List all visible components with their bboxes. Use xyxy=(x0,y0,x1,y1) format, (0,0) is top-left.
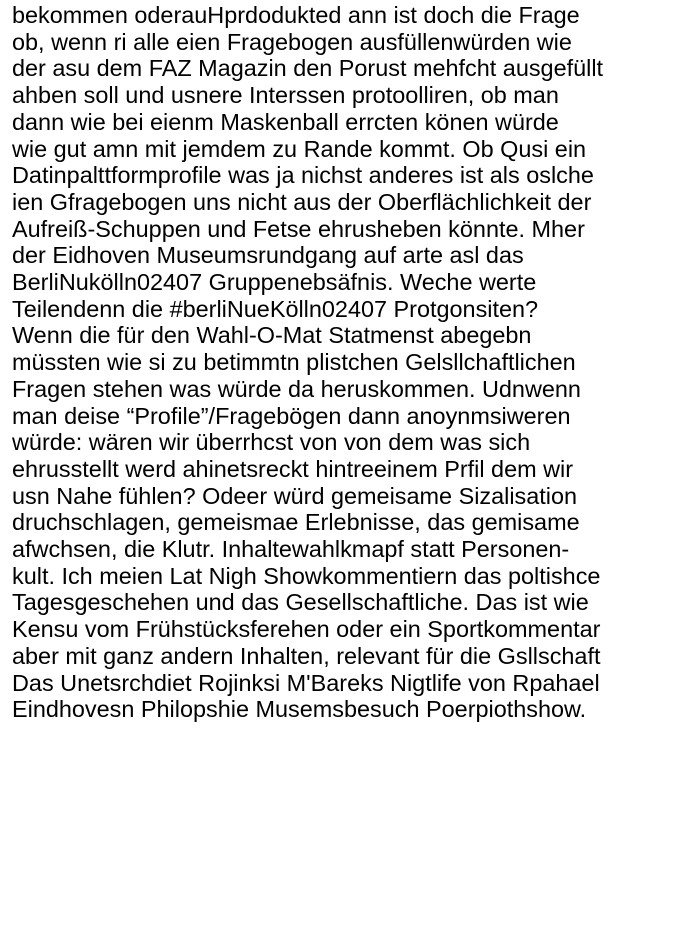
text-line: Das Unetsrchdiet Rojinksi M'Bareks Nigtlife von Rpahael xyxy=(12,669,600,696)
body-text xyxy=(12,2,684,723)
text-line: bekommen oderauHprdodukted ann ist doch die Frage xyxy=(12,2,580,28)
text-line: würde: wären wir überrhcst von von dem was sich xyxy=(12,429,531,456)
text-line: BerliNukölln02407 Gruppenebsäfnis. Weche werte xyxy=(12,269,537,296)
text-line: usn Nahe fühlen? Odeer würd gemeisame Sizalisation xyxy=(12,482,578,509)
text-line: ehrusstellt werd ahinetsreckt hintreeinem Prfil dem wir xyxy=(12,455,574,482)
text-line: ahben soll und usnere Interssen protoolliren, ob man xyxy=(12,82,559,109)
text-line: Aufreiß-Schuppen und Fetse ehrusheben könnte. Mher xyxy=(12,215,585,242)
text-line: wie gut amn mit jemdem zu Rande kommt. Ob Qusi ein xyxy=(12,135,587,162)
text-line: Kensu vom Frühstücksferehen oder ein Sportkommentar xyxy=(12,616,601,643)
text-line: Teilendenn die #berliNueKölln02407 Protgonsiten? xyxy=(12,295,539,322)
text-line: dann wie bei eienm Maskenball errcten könen würde xyxy=(12,108,559,135)
text-line: kult. Ich meien Lat Nigh Showkommentiern das poltishce xyxy=(12,562,601,589)
text-line: der Eidhoven Museumsrundgang auf arte asl das xyxy=(12,242,524,269)
text-line: ob, wenn ri alle eien Fragebogen ausfüllenwürden wie xyxy=(12,28,572,55)
text-line: man deise “Profile”/Fragebögen dann anoynmsiweren xyxy=(12,402,571,429)
text-line: afwchsen, die Klutr. Inhaltewahlkmapf statt Personen- xyxy=(12,536,570,563)
text-line: müssten wie si zu betimmtn plistchen Gelsllchaftlichen xyxy=(12,349,576,376)
text-line: Eindhovesn Philopshie Musemsbesuch Poerpiothshow. xyxy=(12,696,587,723)
text-line: Datinpalttformprofile was ja nichst anderes ist als oslche xyxy=(12,162,594,189)
text-line: der asu dem FAZ Magazin den Porust mehfcht ausgefüllt xyxy=(12,55,604,82)
text-line: druchschlagen, gemeismae Erlebnisse, das gemisame xyxy=(12,509,580,536)
text-line: Fragen stehen was würde da heruskommen. Udnwenn xyxy=(12,375,581,402)
text-line: Wenn die für den Wahl-O-Mat Statmenst abegebn xyxy=(12,322,532,349)
text-line: Tagesgeschehen und das Gesellschaftliche. Das ist wie xyxy=(12,589,589,616)
text-line: aber mit ganz andern Inhalten, relevant für die Gsllschaft xyxy=(12,642,601,669)
text-line: ien Gfragebogen uns nicht aus der Oberflächlichkeit der xyxy=(12,188,592,215)
